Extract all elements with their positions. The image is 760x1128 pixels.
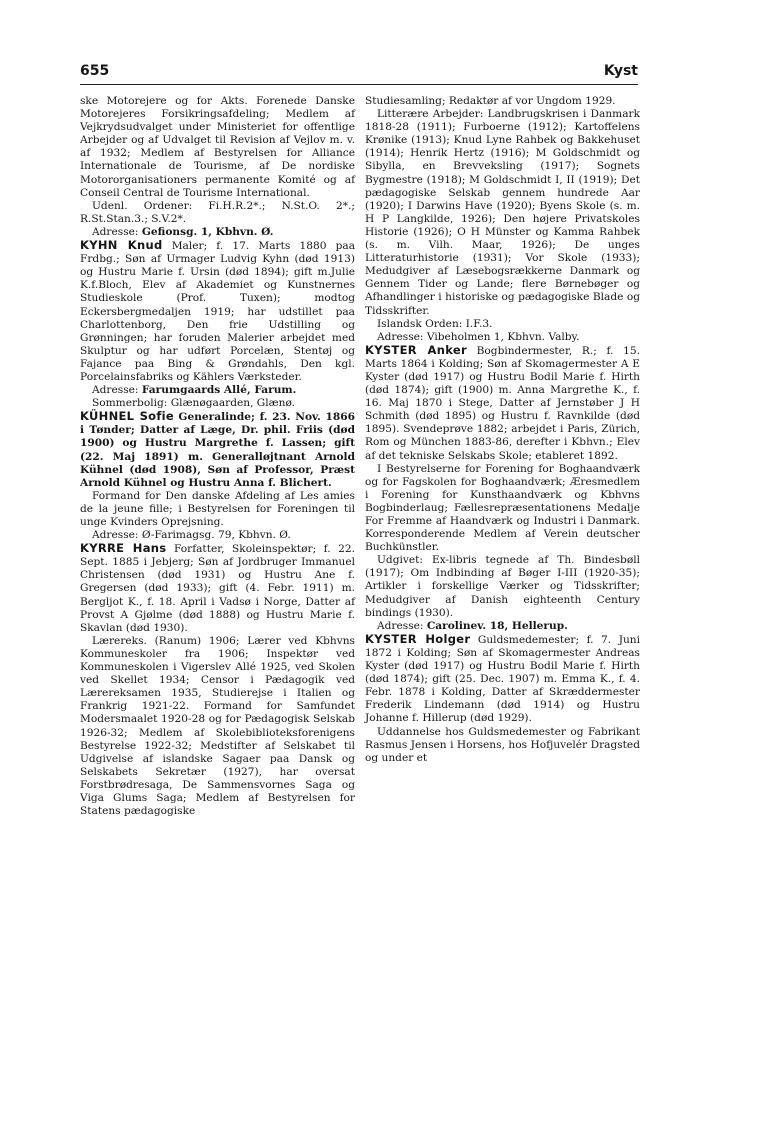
address-value: Ø-Farimagsg. 79, Kbhvn. Ø.: [141, 529, 291, 542]
address-line: [80, 384, 355, 397]
header-rule: [80, 84, 638, 85]
paragraph: Formand for Den danske Afdeling af Les amies de la jeune fille; i Bestyrelsen for Foreningen til unge Kvinders Oprejsning.: [80, 489, 355, 528]
address-label: Adresse:: [377, 619, 424, 632]
biography-entry: [80, 410, 355, 490]
address-label: Adresse:: [377, 330, 424, 343]
orders-line: Udenl. Ordener: Fi.H.R.2*.; N.St.O. 2*.; R.St.Stan.3.; S.V.2*.: [80, 199, 355, 225]
address-value: Gefionsg. 1, Kbhvn. Ø.: [141, 225, 274, 238]
page-header: [80, 63, 638, 83]
address-label: Adresse:: [92, 384, 139, 397]
address-value: Farumgaards Allé, Farum.: [141, 384, 297, 397]
paragraph: I Bestyrelserne for Forening for Boghaandværk og for Fagskolen for Boghaandværk; Æresmedlem i Forening for Kunsthaandværk og Kbhvns Bogbinderlaug; Fællesrepræsentationens Medalje For Fremme af Haandværk og Industri i Danmark. Korresponderende Medlem af Verein deutscher Buchkünstler.: [365, 462, 640, 554]
summer-residence-line: Sommerbolig: Glænøgaarden, Glænø.: [92, 397, 295, 410]
entry-name: KÜHNEL Sofie: [80, 409, 175, 424]
address-label: Adresse:: [92, 225, 139, 238]
entry-name: KYRRE Hans: [80, 541, 167, 556]
entry-name: KYHN Knud: [80, 238, 163, 253]
right-column: [365, 95, 640, 765]
orders-line: Islandsk Orden: I.F.3.: [377, 317, 493, 330]
entry-text: Maler; f. 17. Marts 1880 paa Frdbg.; Søn af Urmager Ludvig Kyhn (død 1913) og Hustru Marie f. Ursin (død 1894); gift m.Julie K.f.Bloch, Elev af Akademiet og Kunstnernes Studieskole (Prof. Tuxen); modtog Eckersbergmedaljen 1919; har udstillet paa Charlottenborg, Den frie Udstilling og Grønningen; har foruden Malerier arbejdet med Skulptur og har udført Porcelæn, Stentøj og Fajance paa Bing & Grøndahls, Den kgl. Porcelainsfabriks og Kählers Værksteder.: [80, 240, 356, 383]
entry-text: Guldsmedemester; f. 7. Juni 1872 i Kolding; Søn af Skomagermester Andreas Kyster (død 1917) og Hustru Bodil Marie f. Hirth (død 1874); gift (25. Dec. 1907) m. Emma K., f. 4. Febr. 1878 i Kolding, Datter af Skræddermester Frederik Lindemann (død 1914) og Hustru Johanne f. Hillerup (død 1929).: [365, 633, 640, 725]
paragraph: Udgivet: Ex-libris tegnede af Th. Bindesbøll (1917); Om Indbinding af Bøger I-III (1920-35); Artikler i forskellige Værker og Tidsskrifter; Medudgiver af Danish eighteenth Century bindings (1930).: [365, 554, 640, 619]
paragraph: Litterære Arbejder: Landbrugskrisen i Danmark 1818-28 (1911); Furboerne (1912); Kartoffelens Krønike (1913); Knud Lyne Rahbek og Bakkehuset (1914); Henrik Hertz (1916); M Goldschmidt og Sibylla, en Brevveksling (1917); Sognets Bygmestre (1918); M Goldschmidt I, II (1919); Det pædagogiske Selskab gennem hundrede Aar (1920); I Darwins Have (1920); Byens Skole (s. m. H P Langkilde, 1926); Den højere Privatskoles Historie (1926); O H Münster og Kamma Rahbek (s. m. Vilh. Maar, 1926); De unges Litteraturhistorie (1931); Vor Skole (1933); Medudgiver af Læsebogsrækkerne Danmark og Gennem Tider og Lande; flere Børnebøger og Afhandlinger i historiske og pædagogiske Blade og Tidsskrifter.: [365, 108, 640, 317]
paragraph: Lærereks. (Ranum) 1906; Lærer ved Kbhvns Kommuneskoler fra 1906; Inspektør ved Kommuneskolen i Vigerslev Allé 1925, ved Skolen ved Skellet 1934; Censor i Pædagogik ved Lærereksamen 1935, Studierejse i Italien og Frankrig 1921-22. Formand for Samfundet Modersmaalet 1920-28 og for Pædagogisk Selskab 1926-32; Medlem af Skolebiblioteksforenigens Bestyrelse 1922-32; Medstifter af Selskabet til Udgivelse af islandske Sagaer paa Dansk og Selskabets Sekretær (1927), har oversat Forstbrødresaga, De Sammensvornes Saga og Viga Glums Saga; Medlem af Bestyrelsen for Statens pædagogiske: [80, 634, 355, 818]
page-number: 655: [80, 63, 110, 79]
biography-entry: [80, 542, 355, 635]
paragraph: Studiesamling; Redaktør af vor Ungdom 1929.: [365, 95, 616, 107]
address-value: Carolinev. 18, Hellerup.: [426, 619, 568, 632]
entry-text: Bogbindermester, R.; f. 15. Marts 1864 i Kolding; Søn af Skomagermester A E Kyster (død 1917) og Hustru Bodil Marie f. Hirth (død 1874); gift (1900) m. Anna Margrethe K., f. 16. Maj 1870 i Stege, Datter af Jernstøber J H Schmith (død 1895) og Hustru f. Ravnkilde (død 1895). Svendeprøve 1882; arbejdet i Paris, Zürich, Rom og München 1883-86, derefter i Kbhvn.; Elev af det tekniske Selskabs Skole; etableret 1892.: [365, 344, 640, 462]
entry-name: KYSTER Holger: [365, 631, 471, 646]
left-column: [80, 95, 355, 818]
address-value: Vibeholmen 1, Kbhvn. Valby.: [426, 330, 580, 343]
paragraph: ske Motorejere og for Akts. Forenede Danske Motorejeres Forsikringsafdeling; Medlem af Vejkrydsudvalget under Ministeriet for offentlige Arbejder og af Udvalget til Revision af Vejlov m. v. af 1932; Medlem af Bestyrelsen for Alliance Internationale de Tourisme, af De nordiske Motororganisationers permanente Komité og af Conseil Central de Tourisme International.: [80, 95, 355, 199]
entry-name: KYSTER Anker: [365, 342, 467, 357]
entry-text: Generalinde; f. 23. Nov. 1866 i Tønder; Datter af Læge, Dr. phil. Friis (død 1900) og Hustru Margrethe f. Lassen; gift (22. Maj 1891) m. Generalløjtnant Arnold Kühnel (død 1908), Søn af Professor, Præst Arnold Kühnel og Hustru Anna f. Blichert.: [80, 411, 356, 489]
address-label: Adresse:: [92, 529, 139, 542]
running-head-keyword: Kyst: [603, 63, 638, 79]
biography-entry: [80, 239, 355, 384]
biography-entry: [365, 633, 640, 726]
biography-entry: [365, 344, 640, 463]
entry-text: Forfatter, Skoleinspektør; f. 22. Sept. 1885 i Jebjerg; Søn af Jordbruger Immanuel Christensen (død 1931) og Hustru Ane f. Gregersen (død 1933); gift (4. Febr. 1911) m. Bergljot K., f. 18. April i Vadsø i Norge, Datter af Provst A Gjølme (død 1888) og Hustru Marie f. Skavlan (død 1930).: [80, 543, 355, 634]
paragraph: Uddannelse hos Guldsmedemester og Fabrikant Rasmus Jensen i Horsens, hos Hofjuvelér Dragsted og under et: [365, 725, 640, 764]
